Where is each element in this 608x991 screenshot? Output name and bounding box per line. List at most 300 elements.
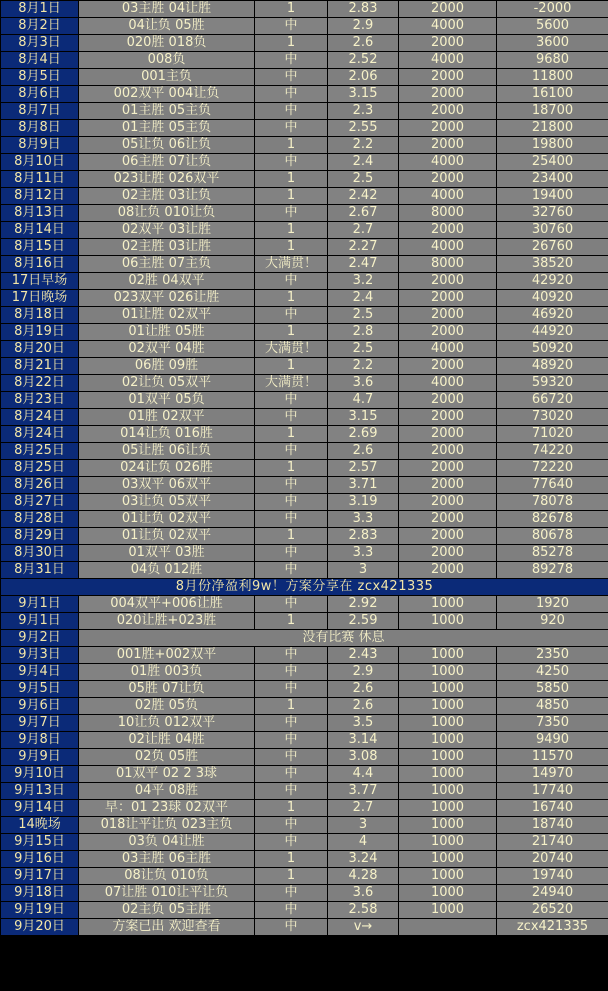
date-cell: 9月17日 [1,868,79,885]
stake-cell: 4000 [399,375,497,392]
balance-cell: 4250 [497,664,608,681]
stake-cell: 2000 [399,392,497,409]
balance-cell: 21800 [497,120,608,137]
stake-cell: 2000 [399,307,497,324]
balance-cell: 5850 [497,681,608,698]
result-cell: 中 [255,69,328,86]
odds-cell: 2.59 [328,613,399,630]
stake-cell: 2000 [399,477,497,494]
odds-cell: 2.83 [328,528,399,545]
result-cell: 中 [255,885,328,902]
balance-cell: 920 [497,613,608,630]
table-row [1,256,608,273]
odds-cell: 3.5 [328,715,399,732]
stake-cell: 2000 [399,324,497,341]
stake-cell: 2000 [399,528,497,545]
date-cell: 9月14日 [1,800,79,817]
table-row [1,647,608,664]
odds-cell: 2.4 [328,154,399,171]
stake-cell: 8000 [399,205,497,222]
pick-cell: 03双平 06双平 [79,477,255,494]
pick-cell: 014让负 016胜 [79,426,255,443]
table-row [1,596,608,613]
odds-cell: 2.27 [328,239,399,256]
result-cell: 中 [255,664,328,681]
stake-cell: 4000 [399,188,497,205]
stake-cell: 1000 [399,851,497,868]
balance-cell: 40920 [497,290,608,307]
pick-cell: 06主胜 07主负 [79,256,255,273]
table-row [1,613,608,630]
result-cell: 1 [255,239,328,256]
pick-cell: 08让负 010让负 [79,205,255,222]
result-cell: 1 [255,868,328,885]
table-row [1,358,608,375]
date-cell: 8月21日 [1,358,79,375]
stake-cell: 1000 [399,664,497,681]
stake-cell: 2000 [399,562,497,579]
date-cell: 8月16日 [1,256,79,273]
balance-cell: 11800 [497,69,608,86]
stake-cell: 2000 [399,290,497,307]
balance-cell: 50920 [497,341,608,358]
table-row [1,392,608,409]
table-row [1,205,608,222]
odds-cell: 2.7 [328,800,399,817]
table-row [1,749,608,766]
balance-cell: 26520 [497,902,608,919]
odds-cell: 2.06 [328,69,399,86]
table-row [1,800,608,817]
balance-cell: 26760 [497,239,608,256]
balance-cell: 7350 [497,715,608,732]
result-cell: 中 [255,919,328,936]
stake-cell: 1000 [399,732,497,749]
odds-cell: 3.6 [328,885,399,902]
odds-cell: 3.08 [328,749,399,766]
pick-cell: 03主胜 06主胜 [79,851,255,868]
date-cell: 17日早场 [1,273,79,290]
balance-cell: 16740 [497,800,608,817]
stake-cell [399,919,497,936]
odds-cell: 3.15 [328,409,399,426]
table-row [1,171,608,188]
odds-cell: 2.55 [328,120,399,137]
result-cell: 中 [255,307,328,324]
table-row [1,290,608,307]
stake-cell: 2000 [399,443,497,460]
balance-cell: 2350 [497,647,608,664]
result-cell: 1 [255,290,328,307]
date-cell: 8月20日 [1,341,79,358]
stake-cell: 2000 [399,35,497,52]
table-row [1,443,608,460]
date-cell: 9月10日 [1,766,79,783]
table-row [1,426,608,443]
stake-cell: 1000 [399,800,497,817]
date-cell: 8月15日 [1,239,79,256]
result-cell: 中 [255,120,328,137]
date-cell: 8月6日 [1,86,79,103]
table-row [1,409,608,426]
table-row [1,52,608,69]
table-row [1,120,608,137]
balance-cell: 16100 [497,86,608,103]
table-row [1,902,608,919]
odds-cell: 2.7 [328,222,399,239]
balance-cell: 48920 [497,358,608,375]
date-cell: 8月10日 [1,154,79,171]
odds-cell: 2.4 [328,290,399,307]
result-cell: 中 [255,494,328,511]
stake-cell: 2000 [399,222,497,239]
table-row [1,766,608,783]
date-cell: 9月6日 [1,698,79,715]
result-cell: 中 [255,647,328,664]
result-cell: 中 [255,205,328,222]
rest-note: 没有比赛 休息 [79,630,608,647]
result-cell: 中 [255,154,328,171]
table-row [1,1,608,18]
stake-cell: 2000 [399,1,497,18]
pick-cell: 02双平 03让胜 [79,222,255,239]
table-row [1,188,608,205]
stake-cell: 1000 [399,885,497,902]
result-cell: 中 [255,443,328,460]
pick-cell: 早：01 23球 02双平 [79,800,255,817]
stake-cell: 2000 [399,545,497,562]
balance-cell: 71020 [497,426,608,443]
stake-cell: 2000 [399,69,497,86]
stake-cell: 2000 [399,171,497,188]
stake-cell: 2000 [399,137,497,154]
date-cell: 8月1日 [1,1,79,18]
balance-cell: 46920 [497,307,608,324]
date-cell: 9月19日 [1,902,79,919]
date-cell: 8月19日 [1,324,79,341]
odds-cell: 4 [328,834,399,851]
pick-cell: 04让负 05胜 [79,18,255,35]
odds-cell: 2.3 [328,103,399,120]
stake-cell: 2000 [399,511,497,528]
odds-cell: 3 [328,817,399,834]
pick-cell: 方案已出 欢迎查看 [79,919,255,936]
result-cell: 中 [255,732,328,749]
result-cell: 中 [255,86,328,103]
summary-banner-row [1,579,608,596]
stake-cell: 4000 [399,154,497,171]
result-cell: 中 [255,902,328,919]
odds-cell: 2.6 [328,35,399,52]
balance-cell: -2000 [497,1,608,18]
balance-cell: 82678 [497,511,608,528]
stake-cell: 1000 [399,596,497,613]
result-cell: 中 [255,52,328,69]
pick-cell: 023让胜 026双平 [79,171,255,188]
odds-cell: 3.24 [328,851,399,868]
pick-cell: 05让负 06让负 [79,137,255,154]
stake-cell: 1000 [399,715,497,732]
pick-cell: 023双平 026让胜 [79,290,255,307]
result-cell: 中 [255,18,328,35]
pick-cell: 10让负 012双平 [79,715,255,732]
rest-day-row [1,630,608,647]
pick-cell: 008负 [79,52,255,69]
date-cell: 9月2日 [1,630,79,647]
pick-cell: 002双平 004让负 [79,86,255,103]
result-cell: 1 [255,851,328,868]
table-row [1,545,608,562]
balance-cell: 24940 [497,885,608,902]
stake-cell: 1000 [399,698,497,715]
pick-cell: 06胜 09胜 [79,358,255,375]
result-cell: 中 [255,511,328,528]
odds-cell: 2.2 [328,137,399,154]
pick-cell: 024让负 026胜 [79,460,255,477]
stake-cell: 1000 [399,749,497,766]
balance-cell: 19740 [497,868,608,885]
date-cell: 9月20日 [1,919,79,936]
odds-cell: 2.58 [328,902,399,919]
result-cell: 1 [255,528,328,545]
pick-cell: 004双平+006让胜 [79,596,255,613]
balance-cell: 18700 [497,103,608,120]
result-cell: 中 [255,545,328,562]
result-cell: 中 [255,817,328,834]
odds-cell: 2.6 [328,681,399,698]
result-cell: 1 [255,188,328,205]
pick-cell: 02主胜 03让胜 [79,239,255,256]
table-row [1,494,608,511]
pick-cell: 01双平 03胜 [79,545,255,562]
table-row [1,562,608,579]
result-cell: 中 [255,783,328,800]
balance-cell: 80678 [497,528,608,545]
balance-cell: 74220 [497,443,608,460]
result-cell: 中 [255,103,328,120]
pick-cell: 01胜 003负 [79,664,255,681]
result-cell: 中 [255,273,328,290]
odds-cell: 2.52 [328,52,399,69]
pick-cell: 01主胜 05主负 [79,120,255,137]
date-cell: 8月24日 [1,426,79,443]
summary-banner: 8月份净盈利9w！方案分享在 zcx421335 [1,579,608,596]
pick-cell: 06主胜 07让负 [79,154,255,171]
table-row [1,307,608,324]
odds-cell: 2.9 [328,18,399,35]
odds-cell: 3.19 [328,494,399,511]
odds-cell: 2.67 [328,205,399,222]
balance-cell: 30760 [497,222,608,239]
date-cell: 14晚场 [1,817,79,834]
odds-cell: 3.6 [328,375,399,392]
table-row [1,715,608,732]
odds-cell: 3.2 [328,273,399,290]
date-cell: 8月23日 [1,392,79,409]
table-row [1,681,608,698]
pick-cell: 08让负 010负 [79,868,255,885]
odds-cell: 3.14 [328,732,399,749]
balance-cell: 14970 [497,766,608,783]
date-cell: 8月26日 [1,477,79,494]
table-row [1,18,608,35]
table-row [1,239,608,256]
odds-cell: 3.71 [328,477,399,494]
date-cell: 8月29日 [1,528,79,545]
balance-cell: 17740 [497,783,608,800]
odds-cell: 3 [328,562,399,579]
balance-cell: 1920 [497,596,608,613]
pick-cell: 02负 05胜 [79,749,255,766]
stake-cell: 2000 [399,426,497,443]
stake-cell: 1000 [399,681,497,698]
pick-cell: 01胜 02双平 [79,409,255,426]
stake-cell: 2000 [399,494,497,511]
pick-cell: 001胜+002双平 [79,647,255,664]
balance-cell: 72220 [497,460,608,477]
result-cell: 1 [255,35,328,52]
date-cell: 9月13日 [1,783,79,800]
result-cell: 1 [255,171,328,188]
table-row [1,783,608,800]
date-cell: 8月31日 [1,562,79,579]
odds-cell: 2.5 [328,307,399,324]
date-cell: 8月24日 [1,409,79,426]
result-cell: 中 [255,562,328,579]
pick-cell: 02主胜 03让负 [79,188,255,205]
result-cell: 1 [255,460,328,477]
result-cell: 1 [255,137,328,154]
pick-cell: 03主胜 04让胜 [79,1,255,18]
odds-cell: 2.43 [328,647,399,664]
date-cell: 8月22日 [1,375,79,392]
date-cell: 9月7日 [1,715,79,732]
date-cell: 9月15日 [1,834,79,851]
pick-cell: 01让负 02双平 [79,528,255,545]
table-row [1,103,608,120]
table-row [1,477,608,494]
table-row [1,698,608,715]
pick-cell: 01让胜 05胜 [79,324,255,341]
table-row [1,273,608,290]
balance-cell: 23400 [497,171,608,188]
pick-cell: 03让负 05双平 [79,494,255,511]
stake-cell: 1000 [399,613,497,630]
table-row [1,341,608,358]
table-row [1,817,608,834]
balance-cell: 44920 [497,324,608,341]
table-row [1,511,608,528]
result-cell: 中 [255,596,328,613]
stake-cell: 4000 [399,18,497,35]
date-cell: 8月4日 [1,52,79,69]
balance-cell: 9490 [497,732,608,749]
table-row [1,222,608,239]
date-cell: 9月5日 [1,681,79,698]
balance-cell: 89278 [497,562,608,579]
pick-cell: 03负 04让胜 [79,834,255,851]
result-cell: 中 [255,749,328,766]
pick-cell: 01双平 05负 [79,392,255,409]
stake-cell: 1000 [399,902,497,919]
table-row [1,154,608,171]
balance-cell: 9680 [497,52,608,69]
date-cell: 9月1日 [1,613,79,630]
date-cell: 8月3日 [1,35,79,52]
table-row [1,732,608,749]
date-cell: 8月9日 [1,137,79,154]
balance-cell: 25400 [497,154,608,171]
odds-cell: 2.92 [328,596,399,613]
pick-cell: 04平 08胜 [79,783,255,800]
odds-cell: 2.8 [328,324,399,341]
table-row [1,868,608,885]
result-cell: 大满贯！ [255,256,328,273]
date-cell: 9月18日 [1,885,79,902]
result-cell: 中 [255,392,328,409]
odds-cell: 3.3 [328,511,399,528]
odds-cell: 3.3 [328,545,399,562]
pick-cell: 001主负 [79,69,255,86]
date-cell: 8月27日 [1,494,79,511]
pick-cell: 07让胜 010让平让负 [79,885,255,902]
date-cell: 8月30日 [1,545,79,562]
table-row [1,69,608,86]
stake-cell: 1000 [399,834,497,851]
pick-cell: 04负 012胜 [79,562,255,579]
odds-cell: 2.2 [328,358,399,375]
pick-cell: 02胜 04双平 [79,273,255,290]
pick-cell: 01主胜 05主负 [79,103,255,120]
result-cell: 1 [255,800,328,817]
balance-cell: 21740 [497,834,608,851]
table-row [1,834,608,851]
date-cell: 8月12日 [1,188,79,205]
odds-cell: 3.15 [328,86,399,103]
result-cell: 1 [255,426,328,443]
table-row [1,664,608,681]
stake-cell: 2000 [399,409,497,426]
balance-cell: zcx421335 [497,919,608,936]
odds-cell: 2.47 [328,256,399,273]
odds-cell: 2.5 [328,171,399,188]
balance-cell: 42920 [497,273,608,290]
odds-cell: 2.9 [328,664,399,681]
result-cell: 中 [255,681,328,698]
odds-cell: 4.28 [328,868,399,885]
balance-cell: 19800 [497,137,608,154]
balance-cell: 38520 [497,256,608,273]
pick-cell: 01双平 02 2 3球 [79,766,255,783]
pick-cell: 01让负 02双平 [79,511,255,528]
result-cell: 1 [255,698,328,715]
result-cell: 中 [255,715,328,732]
odds-cell: 2.69 [328,426,399,443]
odds-cell: 4.7 [328,392,399,409]
balance-cell: 3600 [497,35,608,52]
stake-cell: 4000 [399,341,497,358]
result-cell: 中 [255,477,328,494]
table-row [1,851,608,868]
table-row [1,375,608,392]
result-cell: 1 [255,324,328,341]
balance-cell: 85278 [497,545,608,562]
date-cell: 17日晚场 [1,290,79,307]
balance-cell: 18740 [497,817,608,834]
stake-cell: 2000 [399,120,497,137]
balance-cell: 66720 [497,392,608,409]
date-cell: 8月11日 [1,171,79,188]
